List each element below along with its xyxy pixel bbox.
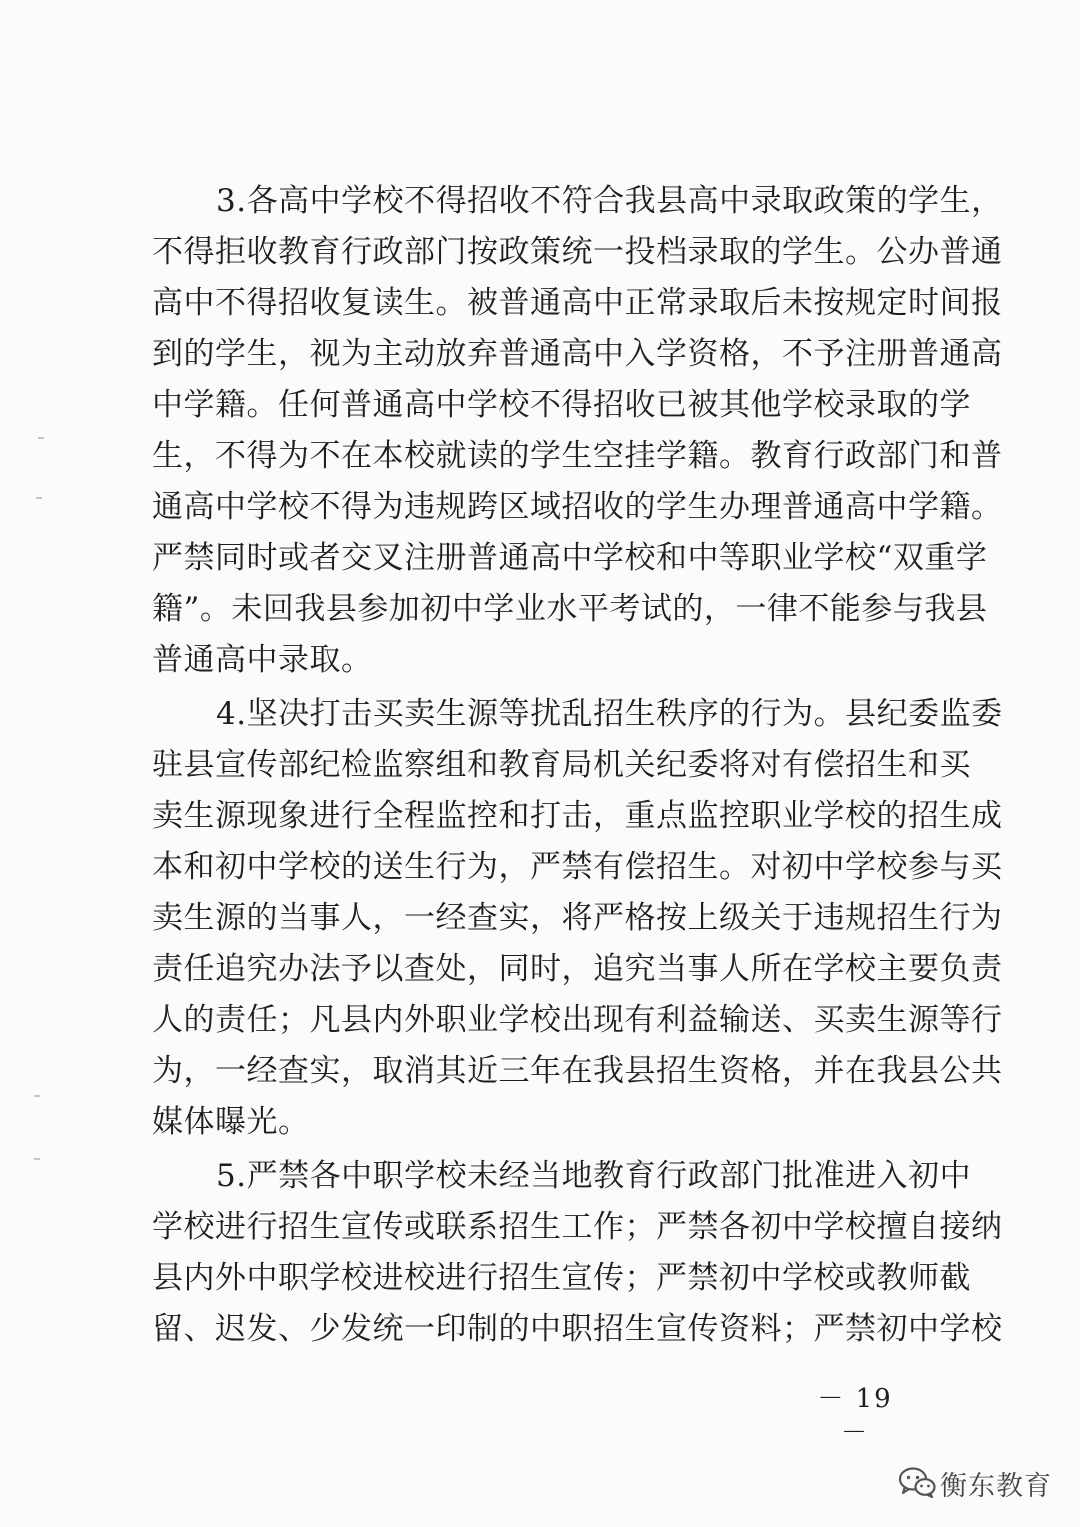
paragraph-4-line-7: 人的责任；凡县内外职业学校出现有利益输送、买卖生源等行 [152,1002,1003,1038]
paragraph-5-line-2: 学校进行招生宣传或联系招生工作；严禁各初中学校擅自接纳 [152,1209,1003,1245]
paragraph-4-line-8: 为，一经查实，取消其近三年在我县招生资格，并在我县公共 [152,1053,1003,1089]
paragraph-3-line-5: 中学籍。任何普通高中学校不得招收已被其他学校录取的学 [152,387,971,423]
page-number: － 19 － [817,1384,893,1448]
paragraph-3-line-7: 通高中学校不得为违规跨区域招收的学生办理普通高中学籍。 [152,489,1003,525]
paragraph-4-line-2: 驻县宣传部纪检监察组和教育局机关纪委将对有偿招生和买 [152,747,971,783]
paragraph-5-line-4: 留、迟发、少发统一印制的中职招生宣传资料；严禁初中学校 [152,1311,1003,1347]
paragraph-3-line-3: 高中不得招收复读生。被普通高中正常录取后未按规定时间报 [152,285,1003,321]
wechat-icon [898,1466,936,1500]
paragraph-3-line-8: 严禁同时或者交叉注册普通高中学校和中等职业学校“双重学 [152,540,988,576]
paragraph-4-line-3: 卖生源现象进行全程监控和打击，重点监控职业学校的招生成 [152,798,1003,834]
paragraph-4-line-1: 4.坚决打击买卖生源等扰乱招生秩序的行为。县纪委监委 [216,696,1003,732]
paragraph-4-line-9: 媒体曝光。 [152,1104,310,1140]
paragraph-3-line-6: 生，不得为不在本校就读的学生空挂学籍。教育行政部门和普 [152,438,1003,474]
paragraph-3-line-2: 不得拒收教育行政部门按政策统一投档录取的学生。公办普通 [152,234,1003,270]
paragraph-3-line-10: 普通高中录取。 [152,642,373,678]
paragraph-3-line-1: 3.各高中学校不得招收不符合我县高中录取政策的学生， [216,183,1003,219]
paragraph-4-line-4: 本和初中学校的送生行为，严禁有偿招生。对初中学校参与买 [152,849,1003,885]
paragraph-3-line-4: 到的学生，视为主动放弃普通高中入学资格，不予注册普通高 [152,336,1003,372]
scan-speck [34,1158,40,1160]
watermark-text: 衡东教育 [940,1470,1052,1502]
paragraph-5-line-1: 5.严禁各中职学校未经当地教育行政部门批准进入初中 [216,1158,972,1194]
wechat-watermark [898,1463,1066,1503]
paragraph-5-line-3: 县内外中职学校进校进行招生宣传；严禁初中学校或教师截 [152,1260,971,1296]
paragraph-3-line-9: 籍”。未回我县参加初中学业水平考试的，一律不能参与我县 [152,591,988,627]
paragraph-4-line-5: 卖生源的当事人，一经查实，将严格按上级关于违规招生行为 [152,900,1003,936]
scan-speck [36,497,42,499]
scan-speck [38,437,44,439]
paragraph-4-line-6: 责任追究办法予以查处，同时，追究当事人所在学校主要负责 [152,951,1003,987]
scan-speck [34,1095,40,1097]
